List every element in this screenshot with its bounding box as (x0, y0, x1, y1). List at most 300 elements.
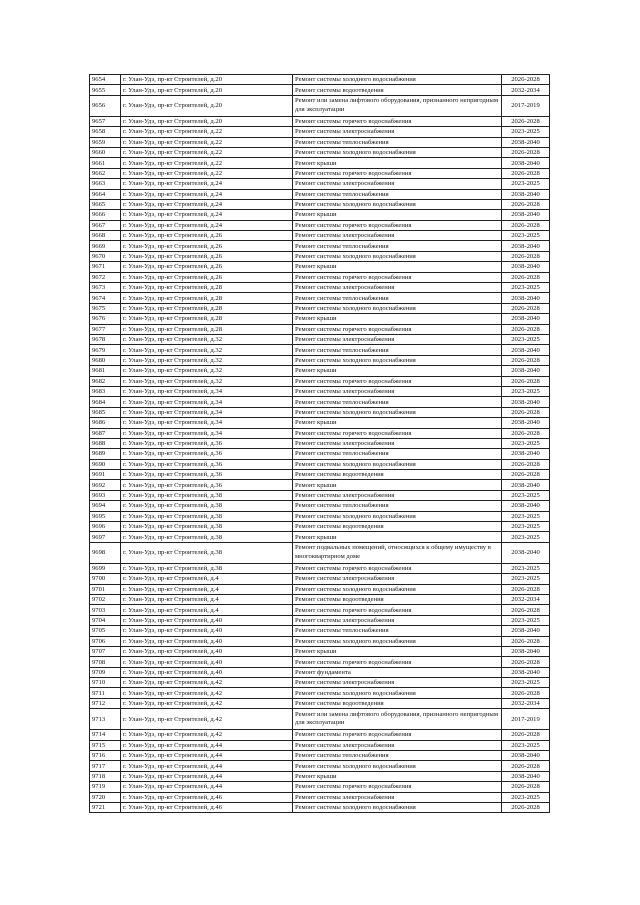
repair-schedule-table (89, 74, 550, 813)
row-number: 9697 (90, 532, 121, 542)
work-type-cell: Ремонт системы горячего водоснабжения (293, 376, 502, 386)
table-row (90, 428, 550, 438)
address-cell: г. Улан-Удэ, пр-кт Строителей, д.40 (121, 657, 293, 667)
table-row (90, 480, 550, 490)
period-cell: 2023-2025 (502, 231, 550, 241)
period-cell: 2038-2040 (502, 542, 550, 563)
work-type-cell: Ремонт системы электроснабжения (293, 615, 502, 625)
table-row (90, 231, 550, 241)
work-type-cell: Ремонт системы холодного водоснабжения (293, 803, 502, 813)
work-type-cell: Ремонт крыши (293, 771, 502, 781)
table-row (90, 168, 550, 178)
table-row (90, 605, 550, 615)
table-row (90, 751, 550, 761)
table-row (90, 199, 550, 209)
row-number: 9701 (90, 584, 121, 594)
row-number: 9655 (90, 85, 121, 95)
address-cell: г. Улан-Удэ, пр-кт Строителей, д.28 (121, 303, 293, 313)
work-type-cell: Ремонт крыши (293, 532, 502, 542)
table-row (90, 501, 550, 511)
address-cell: г. Улан-Удэ, пр-кт Строителей, д.34 (121, 428, 293, 438)
row-number: 9692 (90, 480, 121, 490)
address-cell: г. Улан-Удэ, пр-кт Строителей, д.42 (121, 678, 293, 688)
row-number: 9708 (90, 657, 121, 667)
address-cell: г. Улан-Удэ, пр-кт Строителей, д.4 (121, 574, 293, 584)
row-number: 9672 (90, 272, 121, 282)
row-number: 9675 (90, 303, 121, 313)
period-cell: 2038-2040 (502, 293, 550, 303)
address-cell: г. Улан-Удэ, пр-кт Строителей, д.36 (121, 438, 293, 448)
work-type-cell: Ремонт системы теплоснабжения (293, 189, 502, 199)
address-cell: г. Улан-Удэ, пр-кт Строителей, д.20 (121, 85, 293, 95)
table-row (90, 95, 550, 116)
period-cell: 2023-2025 (502, 490, 550, 500)
work-type-cell: Ремонт системы теплоснабжения (293, 626, 502, 636)
address-cell: г. Улан-Удэ, пр-кт Строителей, д.40 (121, 626, 293, 636)
period-cell: 2023-2025 (502, 615, 550, 625)
address-cell: г. Улан-Удэ, пр-кт Строителей, д.34 (121, 386, 293, 396)
row-number: 9713 (90, 709, 121, 730)
work-type-cell: Ремонт крыши (293, 646, 502, 656)
address-cell: г. Улан-Удэ, пр-кт Строителей, д.38 (121, 490, 293, 500)
address-cell: г. Улан-Удэ, пр-кт Строителей, д.4 (121, 605, 293, 615)
period-cell: 2026-2028 (502, 803, 550, 813)
row-number: 9668 (90, 231, 121, 241)
period-cell: 2023-2025 (502, 386, 550, 396)
address-cell: г. Улан-Удэ, пр-кт Строителей, д.26 (121, 241, 293, 251)
period-cell: 2026-2028 (502, 761, 550, 771)
table-row (90, 386, 550, 396)
table-row (90, 542, 550, 563)
period-cell: 2026-2028 (502, 272, 550, 282)
row-number: 9676 (90, 314, 121, 324)
period-cell: 2038-2040 (502, 189, 550, 199)
address-cell: г. Улан-Удэ, пр-кт Строителей, д.42 (121, 709, 293, 730)
work-type-cell: Ремонт системы теплоснабжения (293, 293, 502, 303)
work-type-cell: Ремонт крыши (293, 210, 502, 220)
period-cell: 2038-2040 (502, 501, 550, 511)
work-type-cell: Ремонт системы электроснабжения (293, 179, 502, 189)
row-number: 9698 (90, 542, 121, 563)
row-number: 9691 (90, 470, 121, 480)
address-cell: г. Улан-Удэ, пр-кт Строителей, д.32 (121, 366, 293, 376)
address-cell: г. Улан-Удэ, пр-кт Строителей, д.40 (121, 615, 293, 625)
address-cell: г. Улан-Удэ, пр-кт Строителей, д.24 (121, 199, 293, 209)
address-cell: г. Улан-Удэ, пр-кт Строителей, д.32 (121, 355, 293, 365)
address-cell: г. Улан-Удэ, пр-кт Строителей, д.36 (121, 470, 293, 480)
table-row (90, 594, 550, 604)
work-type-cell: Ремонт системы водоотведения (293, 470, 502, 480)
row-number: 9699 (90, 563, 121, 573)
address-cell: г. Улан-Удэ, пр-кт Строителей, д.32 (121, 345, 293, 355)
table-row (90, 792, 550, 802)
table-row (90, 189, 550, 199)
row-number: 9705 (90, 626, 121, 636)
table-row (90, 272, 550, 282)
row-number: 9662 (90, 168, 121, 178)
period-cell: 2026-2028 (502, 251, 550, 261)
table-row (90, 584, 550, 594)
table-row (90, 740, 550, 750)
row-number: 9720 (90, 792, 121, 802)
table-row (90, 449, 550, 459)
table-row (90, 283, 550, 293)
row-number: 9685 (90, 407, 121, 417)
period-cell: 2026-2028 (502, 782, 550, 792)
table-row (90, 75, 550, 85)
row-number: 9714 (90, 730, 121, 740)
period-cell: 2026-2028 (502, 428, 550, 438)
work-type-cell: Ремонт системы горячего водоснабжения (293, 272, 502, 282)
work-type-cell: Ремонт системы электроснабжения (293, 386, 502, 396)
table-row (90, 459, 550, 469)
table-row (90, 657, 550, 667)
table-row (90, 366, 550, 376)
row-number: 9679 (90, 345, 121, 355)
row-number: 9673 (90, 283, 121, 293)
period-cell: 2038-2040 (502, 751, 550, 761)
table-row (90, 438, 550, 448)
period-cell: 2026-2028 (502, 116, 550, 126)
row-number: 9700 (90, 574, 121, 584)
work-type-cell: Ремонт системы холодного водоснабжения (293, 75, 502, 85)
table-row (90, 709, 550, 730)
table-row (90, 293, 550, 303)
address-cell: г. Улан-Удэ, пр-кт Строителей, д.22 (121, 127, 293, 137)
row-number: 9702 (90, 594, 121, 604)
table-row (90, 345, 550, 355)
address-cell: г. Улан-Удэ, пр-кт Строителей, д.38 (121, 532, 293, 542)
work-type-cell: Ремонт системы водоотведения (293, 594, 502, 604)
period-cell: 2026-2028 (502, 75, 550, 85)
period-cell: 2026-2028 (502, 459, 550, 469)
work-type-cell: Ремонт системы горячего водоснабжения (293, 324, 502, 334)
row-number: 9686 (90, 418, 121, 428)
table-row (90, 470, 550, 480)
work-type-cell: Ремонт системы холодного водоснабжения (293, 407, 502, 417)
table-row (90, 532, 550, 542)
address-cell: г. Улан-Удэ, пр-кт Строителей, д.4 (121, 594, 293, 604)
work-type-cell: Ремонт системы электроснабжения (293, 127, 502, 137)
row-number: 9712 (90, 698, 121, 708)
address-cell: г. Улан-Удэ, пр-кт Строителей, д.46 (121, 803, 293, 813)
table-row (90, 241, 550, 251)
row-number: 9660 (90, 147, 121, 157)
period-cell: 2023-2025 (502, 532, 550, 542)
work-type-cell: Ремонт фундамента (293, 667, 502, 677)
table-row (90, 511, 550, 521)
table-row (90, 646, 550, 656)
address-cell: г. Улан-Удэ, пр-кт Строителей, д.22 (121, 168, 293, 178)
address-cell: г. Улан-Удэ, пр-кт Строителей, д.28 (121, 324, 293, 334)
period-cell: 2023-2025 (502, 283, 550, 293)
address-cell: г. Улан-Удэ, пр-кт Строителей, д.26 (121, 262, 293, 272)
address-cell: г. Улан-Удэ, пр-кт Строителей, д.42 (121, 730, 293, 740)
period-cell: 2023-2025 (502, 511, 550, 521)
work-type-cell: Ремонт системы теплоснабжения (293, 397, 502, 407)
address-cell: г. Улан-Удэ, пр-кт Строителей, д.32 (121, 376, 293, 386)
work-type-cell: Ремонт системы холодного водоснабжения (293, 584, 502, 594)
period-cell: 2023-2025 (502, 574, 550, 584)
address-cell: г. Улан-Удэ, пр-кт Строителей, д.44 (121, 751, 293, 761)
table-row (90, 574, 550, 584)
table-row (90, 803, 550, 813)
period-cell: 2026-2028 (502, 168, 550, 178)
table-row (90, 376, 550, 386)
table-row (90, 355, 550, 365)
work-type-cell: Ремонт крыши (293, 418, 502, 428)
work-type-cell: Ремонт системы электроснабжения (293, 438, 502, 448)
address-cell: г. Улан-Удэ, пр-кт Строителей, д.40 (121, 646, 293, 656)
work-type-cell: Ремонт крыши (293, 314, 502, 324)
table-row (90, 771, 550, 781)
period-cell: 2026-2028 (502, 605, 550, 615)
table-row (90, 397, 550, 407)
row-number: 9715 (90, 740, 121, 750)
work-type-cell: Ремонт системы холодного водоснабжения (293, 199, 502, 209)
work-type-cell: Ремонт крыши (293, 480, 502, 490)
row-number: 9687 (90, 428, 121, 438)
table-row (90, 179, 550, 189)
table-row (90, 85, 550, 95)
address-cell: г. Улан-Удэ, пр-кт Строителей, д.44 (121, 761, 293, 771)
address-cell: г. Улан-Удэ, пр-кт Строителей, д.40 (121, 636, 293, 646)
address-cell: г. Улан-Удэ, пр-кт Строителей, д.44 (121, 740, 293, 750)
row-number: 9667 (90, 220, 121, 230)
address-cell: г. Улан-Удэ, пр-кт Строителей, д.20 (121, 116, 293, 126)
period-cell: 2038-2040 (502, 158, 550, 168)
row-number: 9703 (90, 605, 121, 615)
work-type-cell: Ремонт системы водоотведения (293, 698, 502, 708)
row-number: 9682 (90, 376, 121, 386)
work-type-cell: Ремонт системы электроснабжения (293, 490, 502, 500)
work-type-cell: Ремонт системы водоотведения (293, 522, 502, 532)
work-type-cell: Ремонт или замена лифтового оборудования, признанного непригодным для эксплуатации (293, 95, 502, 116)
address-cell: г. Улан-Удэ, пр-кт Строителей, д.44 (121, 782, 293, 792)
period-cell: 2038-2040 (502, 626, 550, 636)
row-number: 9707 (90, 646, 121, 656)
period-cell: 2038-2040 (502, 449, 550, 459)
row-number: 9678 (90, 334, 121, 344)
table-row (90, 626, 550, 636)
work-type-cell: Ремонт системы холодного водоснабжения (293, 688, 502, 698)
table-row (90, 303, 550, 313)
period-cell: 2023-2025 (502, 438, 550, 448)
address-cell: г. Улан-Удэ, пр-кт Строителей, д.26 (121, 231, 293, 241)
work-type-cell: Ремонт системы холодного водоснабжения (293, 147, 502, 157)
period-cell: 2038-2040 (502, 667, 550, 677)
address-cell: г. Улан-Удэ, пр-кт Строителей, д.36 (121, 449, 293, 459)
address-cell: г. Улан-Удэ, пр-кт Строителей, д.20 (121, 75, 293, 85)
table-row (90, 407, 550, 417)
address-cell: г. Улан-Удэ, пр-кт Строителей, д.46 (121, 792, 293, 802)
table-row (90, 490, 550, 500)
row-number: 9661 (90, 158, 121, 168)
table-row (90, 782, 550, 792)
table-row (90, 615, 550, 625)
address-cell: г. Улан-Удэ, пр-кт Строителей, д.34 (121, 407, 293, 417)
table-row (90, 418, 550, 428)
row-number: 9704 (90, 615, 121, 625)
work-type-cell: Ремонт системы холодного водоснабжения (293, 761, 502, 771)
address-cell: г. Улан-Удэ, пр-кт Строителей, д.36 (121, 480, 293, 490)
work-type-cell: Ремонт системы теплоснабжения (293, 751, 502, 761)
row-number: 9711 (90, 688, 121, 698)
row-number: 9658 (90, 127, 121, 137)
row-number: 9717 (90, 761, 121, 771)
table-row (90, 251, 550, 261)
address-cell: г. Улан-Удэ, пр-кт Строителей, д.28 (121, 314, 293, 324)
work-type-cell: Ремонт системы теплоснабжения (293, 501, 502, 511)
work-type-cell: Ремонт системы горячего водоснабжения (293, 730, 502, 740)
address-cell: г. Улан-Удэ, пр-кт Строителей, д.26 (121, 251, 293, 261)
period-cell: 2038-2040 (502, 418, 550, 428)
address-cell: г. Улан-Удэ, пр-кт Строителей, д.22 (121, 137, 293, 147)
address-cell: г. Улан-Удэ, пр-кт Строителей, д.40 (121, 667, 293, 677)
address-cell: г. Улан-Удэ, пр-кт Строителей, д.38 (121, 511, 293, 521)
period-cell: 2038-2040 (502, 262, 550, 272)
work-type-cell: Ремонт системы холодного водоснабжения (293, 511, 502, 521)
work-type-cell: Ремонт системы горячего водоснабжения (293, 428, 502, 438)
row-number: 9716 (90, 751, 121, 761)
row-number: 9693 (90, 490, 121, 500)
table-row (90, 314, 550, 324)
row-number: 9718 (90, 771, 121, 781)
period-cell: 2023-2025 (502, 792, 550, 802)
period-cell: 2038-2040 (502, 646, 550, 656)
table-row (90, 334, 550, 344)
row-number: 9670 (90, 251, 121, 261)
work-type-cell: Ремонт системы холодного водоснабжения (293, 355, 502, 365)
address-cell: г. Улан-Удэ, пр-кт Строителей, д.36 (121, 459, 293, 469)
address-cell: г. Улан-Удэ, пр-кт Строителей, д.4 (121, 584, 293, 594)
work-type-cell: Ремонт или замена лифтового оборудования, признанного непригодным для эксплуатации (293, 709, 502, 730)
row-number: 9669 (90, 241, 121, 251)
period-cell: 2026-2028 (502, 636, 550, 646)
table-row (90, 158, 550, 168)
period-cell: 2023-2025 (502, 678, 550, 688)
period-cell: 2026-2028 (502, 199, 550, 209)
address-cell: г. Улан-Удэ, пр-кт Строителей, д.34 (121, 397, 293, 407)
period-cell: 2023-2025 (502, 563, 550, 573)
work-type-cell: Ремонт системы электроснабжения (293, 678, 502, 688)
row-number: 9689 (90, 449, 121, 459)
period-cell: 2026-2028 (502, 407, 550, 417)
period-cell: 2023-2025 (502, 179, 550, 189)
work-type-cell: Ремонт системы электроснабжения (293, 334, 502, 344)
address-cell: г. Улан-Удэ, пр-кт Строителей, д.42 (121, 688, 293, 698)
period-cell: 2017-2019 (502, 709, 550, 730)
address-cell: г. Улан-Удэ, пр-кт Строителей, д.24 (121, 210, 293, 220)
address-cell: г. Улан-Удэ, пр-кт Строителей, д.38 (121, 542, 293, 563)
row-number: 9663 (90, 179, 121, 189)
work-type-cell: Ремонт подвальных помещений, относящихся к общему имуществу в многоквартирном доме (293, 542, 502, 563)
work-type-cell: Ремонт системы теплоснабжения (293, 345, 502, 355)
address-cell: г. Улан-Удэ, пр-кт Строителей, д.38 (121, 563, 293, 573)
row-number: 9709 (90, 667, 121, 677)
period-cell: 2026-2028 (502, 657, 550, 667)
address-cell: г. Улан-Удэ, пр-кт Строителей, д.26 (121, 272, 293, 282)
period-cell: 2038-2040 (502, 771, 550, 781)
period-cell: 2026-2028 (502, 324, 550, 334)
period-cell: 2038-2040 (502, 137, 550, 147)
work-type-cell: Ремонт системы горячего водоснабжения (293, 116, 502, 126)
row-number: 9654 (90, 75, 121, 85)
work-type-cell: Ремонт системы водоотведения (293, 85, 502, 95)
table-row (90, 563, 550, 573)
period-cell: 2038-2040 (502, 345, 550, 355)
period-cell: 2026-2028 (502, 355, 550, 365)
row-number: 9659 (90, 137, 121, 147)
address-cell: г. Улан-Удэ, пр-кт Строителей, д.22 (121, 158, 293, 168)
row-number: 9677 (90, 324, 121, 334)
table-row (90, 147, 550, 157)
row-number: 9706 (90, 636, 121, 646)
table-row (90, 116, 550, 126)
period-cell: 2026-2028 (502, 220, 550, 230)
work-type-cell: Ремонт системы горячего водоснабжения (293, 168, 502, 178)
work-type-cell: Ремонт системы электроснабжения (293, 740, 502, 750)
table-row (90, 522, 550, 532)
period-cell: 2038-2040 (502, 397, 550, 407)
table-row (90, 688, 550, 698)
work-type-cell: Ремонт системы холодного водоснабжения (293, 459, 502, 469)
row-number: 9694 (90, 501, 121, 511)
row-number: 9696 (90, 522, 121, 532)
period-cell: 2026-2028 (502, 303, 550, 313)
row-number: 9721 (90, 803, 121, 813)
table-row (90, 761, 550, 771)
period-cell: 2026-2028 (502, 584, 550, 594)
row-number: 9680 (90, 355, 121, 365)
row-number: 9690 (90, 459, 121, 469)
table-row (90, 698, 550, 708)
period-cell: 2038-2040 (502, 480, 550, 490)
period-cell: 2038-2040 (502, 314, 550, 324)
address-cell: г. Улан-Удэ, пр-кт Строителей, д.22 (121, 147, 293, 157)
address-cell: г. Улан-Удэ, пр-кт Строителей, д.34 (121, 418, 293, 428)
period-cell: 2023-2025 (502, 740, 550, 750)
table-row (90, 210, 550, 220)
row-number: 9684 (90, 397, 121, 407)
work-type-cell: Ремонт системы теплоснабжения (293, 137, 502, 147)
row-number: 9666 (90, 210, 121, 220)
work-type-cell: Ремонт системы электроснабжения (293, 231, 502, 241)
work-type-cell: Ремонт крыши (293, 262, 502, 272)
address-cell: г. Улан-Удэ, пр-кт Строителей, д.28 (121, 283, 293, 293)
work-type-cell: Ремонт системы теплоснабжения (293, 449, 502, 459)
row-number: 9719 (90, 782, 121, 792)
work-type-cell: Ремонт системы электроснабжения (293, 283, 502, 293)
period-cell: 2023-2025 (502, 522, 550, 532)
period-cell: 2023-2025 (502, 334, 550, 344)
work-type-cell: Ремонт системы горячего водоснабжения (293, 563, 502, 573)
table-row (90, 730, 550, 740)
work-type-cell: Ремонт системы холодного водоснабжения (293, 636, 502, 646)
row-number: 9671 (90, 262, 121, 272)
table-body (90, 75, 550, 813)
period-cell: 2026-2028 (502, 730, 550, 740)
row-number: 9683 (90, 386, 121, 396)
work-type-cell: Ремонт системы электроснабжения (293, 792, 502, 802)
address-cell: г. Улан-Удэ, пр-кт Строителей, д.38 (121, 501, 293, 511)
address-cell: г. Улан-Удэ, пр-кт Строителей, д.20 (121, 95, 293, 116)
period-cell: 2038-2040 (502, 366, 550, 376)
row-number: 9710 (90, 678, 121, 688)
period-cell: 2032-2034 (502, 85, 550, 95)
period-cell: 2026-2028 (502, 147, 550, 157)
address-cell: г. Улан-Удэ, пр-кт Строителей, д.24 (121, 179, 293, 189)
